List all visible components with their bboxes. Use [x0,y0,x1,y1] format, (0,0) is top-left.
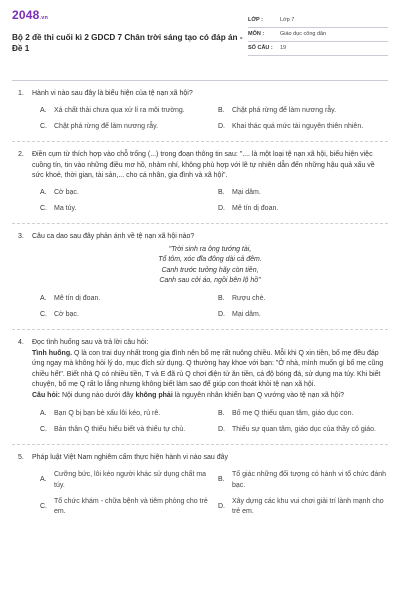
answer-option-c[interactable] [40,204,210,214]
answer-option-d[interactable] [218,122,388,132]
meta-label: LỚP : [248,16,263,23]
answer-letter: C. [40,502,47,510]
answer-option-c[interactable] [40,310,210,320]
question-text: Hành vi nào sau đây là biểu hiện của tệ nạn xã hội? [32,90,193,97]
poem-line: "Trời sinh ra ông tướng tài, [168,246,252,254]
answer-text: Bố mẹ Q thiếu quan tâm, giáo dục con. [232,409,354,417]
answer-text: Ma túy. [54,204,77,212]
situation-label: Tình huống. [32,350,73,358]
meta-value: 19 [280,44,287,51]
answer-option-c[interactable] [40,122,210,132]
answer-option-a[interactable] [40,470,210,490]
answer-letter: C. [40,310,47,318]
answer-text: Cưỡng bức, lôi kéo người khác sử dụng chất ma túy. [54,471,207,489]
sub-question [32,391,388,401]
answer-letter: A. [40,107,47,115]
situation-paragraph [32,349,388,390]
situation-text: Q là con trai duy nhất trong gia đình nên bố mẹ rất nuông chiều. Mỗi khi Q xin tiền, bố mẹ đều đáp ứng ngay mà không hỏi lý do, mục đích sử dụng. Q thường hay khoe với bạn: "Ở nhà, mình muốn gì bố mẹ cũng chiều hết". Biết nhà Q có nhiều tiền, T và E đã rủ Q chơi điện tử ăn tiền, cá độ bóng đá, sử dụng ma túy. Khi biết chuyện, bố mẹ Q rất lo lắng nhưng không biết làm sao để giúp con thoát khỏi tệ nạn xã hội. [32,350,384,388]
answer-option-a[interactable] [40,188,210,198]
question-number: 3. [18,233,24,241]
question-5 [12,445,388,526]
answer-option-c[interactable] [40,497,210,517]
question-text: Pháp luật Việt Nam nghiêm cấm thực hiện hành vi nào sau đây [32,454,229,462]
meta-label: SỐ CÂU : [248,44,273,51]
meta-row-count [248,42,388,56]
answer-text: Bạn Q bị bạn bè xấu lôi kéo, rủ rê. [54,409,161,417]
question-text: Câu ca dao sau đây phản ánh về tệ nạn xã hội nào? [32,233,195,241]
answer-list [12,106,388,132]
answer-letter: B. [218,107,225,115]
answer-letter: D. [218,426,225,434]
page-header [12,8,388,70]
answer-list [12,294,388,320]
meta-value: Lớp 7 [280,16,295,23]
question-1 [12,81,388,142]
answer-text: Tổ chức khám - chữa bệnh và tiêm phòng cho trẻ em. [54,497,208,515]
answer-letter: B. [218,294,225,302]
answer-option-b[interactable] [218,470,388,490]
answer-option-d[interactable] [218,425,388,435]
answer-text: Xả chất thải chưa qua xử lí ra môi trường. [54,107,185,115]
sub-question-emphasis: không phải [135,391,173,399]
answer-text: Thiếu sự quan tâm, giáo dục của thầy cô giáo. [232,426,376,434]
answer-option-b[interactable] [218,409,388,419]
answer-letter: D. [218,123,225,131]
answer-text: Chặt phá rừng để làm nương rẫy. [232,107,337,115]
answer-option-c[interactable] [40,425,210,435]
answer-letter: A. [40,188,47,196]
answer-letter: B. [218,409,225,417]
question-4 [12,330,388,445]
answer-text: Rượu chè. [232,294,266,302]
question-number: 2. [18,151,24,159]
answer-option-b[interactable] [218,188,388,198]
header-left [12,8,244,70]
question-text: Đọc tình huống sau và trả lời câu hỏi: [32,339,149,347]
sub-question-text: Nội dung nào dưới đây [60,391,136,399]
answer-letter: C. [40,426,47,434]
answer-letter: C. [40,123,47,131]
meta-label: MÔN : [248,30,265,37]
answer-text: Khai thác quá mức tài nguyên thiên nhiên. [232,123,364,131]
poem-line: Canh sau cởi áo, ngồi bên lộ hồ" [159,276,261,284]
question-number: 5. [18,454,24,462]
sub-question-text-end: là nguyên nhân khiến bạn Q vướng vào tệ nạn xã hội? [172,391,344,399]
answer-list [12,470,388,517]
question-text: Điền cụm từ thích hợp vào chỗ trống (...) trong đoạn thông tin sau: ".... là một loại tệ nạn xã hội, biểu hiện việc cuồng tín, tin vào những điều mơ hồ, nhảm nhí, không phù hợp với lẽ tự nhiên dẫn đến những hậu quả xấu về sức khoẻ, thời gian, tài sản,... cho cá nhân, gia đình và xã hội". [32,151,375,179]
folk-poem [32,245,388,286]
answer-letter: A. [40,294,47,302]
answer-option-a[interactable] [40,106,210,116]
meta-value: Giáo dục công dân [280,30,327,37]
answer-option-d[interactable] [218,497,388,517]
answer-list [12,409,388,435]
answer-letter: A. [40,409,47,417]
sub-question-label: Câu hỏi: [32,391,60,399]
answer-letter: D. [218,502,225,510]
meta-row-subject [248,28,388,42]
exam-meta [248,14,388,70]
answer-option-b[interactable] [218,294,388,304]
answer-text: Mại dâm. [232,188,261,196]
answer-letter: A. [40,476,47,484]
answer-text: Cờ bạc. [54,188,79,196]
document-title: Bộ 2 đề thi cuối kì 2 GDCD 7 Chân trời sáng tạo có đáp án - Đề 1 [12,33,243,54]
answer-text: Mê tín dị đoan. [232,204,279,212]
answer-text: Bản thân Q thiếu hiểu biết và thiếu tự chủ. [54,426,186,434]
answer-text: Mại dâm. [232,310,261,318]
poem-line: Tổ tôm, xóc đĩa đông dài cả đêm. [158,256,262,264]
answer-text: Cờ bạc. [54,310,79,318]
answer-option-b[interactable] [218,106,388,116]
answer-text: Chặt phá rừng để làm nương rẫy. [54,123,159,131]
logo-suffix: .vn [39,15,49,21]
answer-list [12,188,388,214]
question-number: 1. [18,90,24,97]
answer-option-d[interactable] [218,204,388,214]
answer-option-a[interactable] [40,409,210,419]
logo-text: 2048 [12,8,40,22]
answer-text: Tố giác những đối tượng có hành vi tổ chức đánh bạc. [232,471,387,489]
answer-option-d[interactable] [218,310,388,320]
answer-text: Xây dựng các khu vui chơi giải trí lành mạnh cho trẻ em. [232,497,384,515]
question-2 [12,142,388,224]
answer-letter: B. [218,188,225,196]
poem-line: Canh trước tưởng hãy còn tiền, [161,266,259,274]
answer-letter: D. [218,204,225,212]
question-3 [12,224,388,330]
answer-letter: C. [40,204,47,212]
answer-letter: D. [218,310,225,318]
answer-option-a[interactable] [40,294,210,304]
site-logo[interactable] [12,8,244,25]
answer-text: Mê tín dị đoan. [54,294,101,302]
question-number: 4. [18,339,24,347]
meta-row-grade [248,14,388,28]
answer-letter: B. [218,476,225,484]
